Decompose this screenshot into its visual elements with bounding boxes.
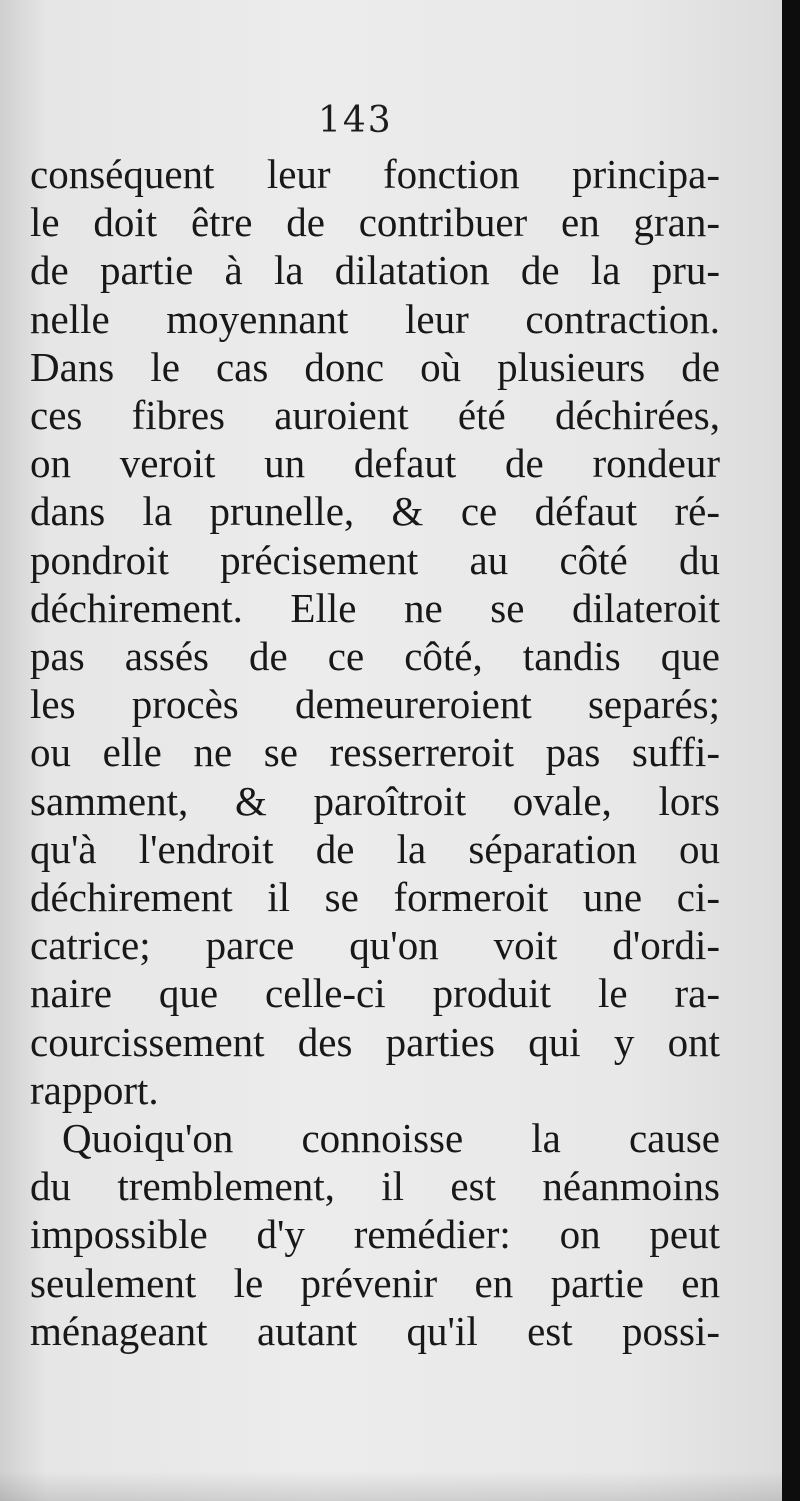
text-line: impossible d'y remédier: on peut	[30, 1211, 720, 1258]
page-number: 143	[318, 100, 393, 141]
body-text	[30, 150, 720, 1355]
text-line: dans la prunelle, & ce défaut ré-	[30, 488, 720, 535]
text-line: Dans le cas donc où plusieurs de	[30, 343, 720, 390]
text-line: samment, & paroîtroit ovale, lors	[30, 777, 720, 824]
text-line: pondroit précisement au côté du	[30, 536, 720, 583]
text-line: seulement le prévenir en partie en	[30, 1259, 720, 1306]
page-bottom-shade	[0, 1471, 782, 1501]
text-line: ces fibres auroient été déchirées,	[30, 392, 720, 439]
text-line: du tremblement, il est néanmoins	[30, 1163, 720, 1210]
text-line: nelle moyennant leur contraction.	[30, 295, 720, 342]
text-line: les procès demeureroient separés;	[30, 681, 720, 728]
text-line: qu'à l'endroit de la séparation ou	[30, 825, 720, 872]
text-line: courcissement des parties qui y ont	[30, 1018, 720, 1065]
text-line: conséquent leur fonction principa-	[30, 151, 720, 197]
text-line: déchirement. Elle ne se dilateroit	[30, 584, 720, 631]
text-line: rapport.	[30, 1066, 159, 1113]
text-line: le doit être de contribuer en gran-	[30, 199, 720, 246]
text-line: ou elle ne se resserreroit pas suffi-	[30, 729, 720, 776]
text-line: naire que celle-ci produit le ra-	[30, 970, 720, 1017]
text-line: déchirement il se formeroit une ci-	[30, 874, 720, 921]
text-line: Quoiqu'on connoisse la cause	[62, 1115, 720, 1162]
text-line: de partie à la dilatation de la pru-	[30, 247, 720, 294]
text-line: catrice; parce qu'on voit d'ordi-	[30, 922, 720, 969]
text-line: ménageant autant qu'il est possi-	[30, 1307, 720, 1354]
text-line: pas assés de ce côté, tandis que	[30, 633, 720, 680]
text-line: on veroit un defaut de rondeur	[30, 440, 720, 487]
scan-edge	[782, 0, 800, 1501]
